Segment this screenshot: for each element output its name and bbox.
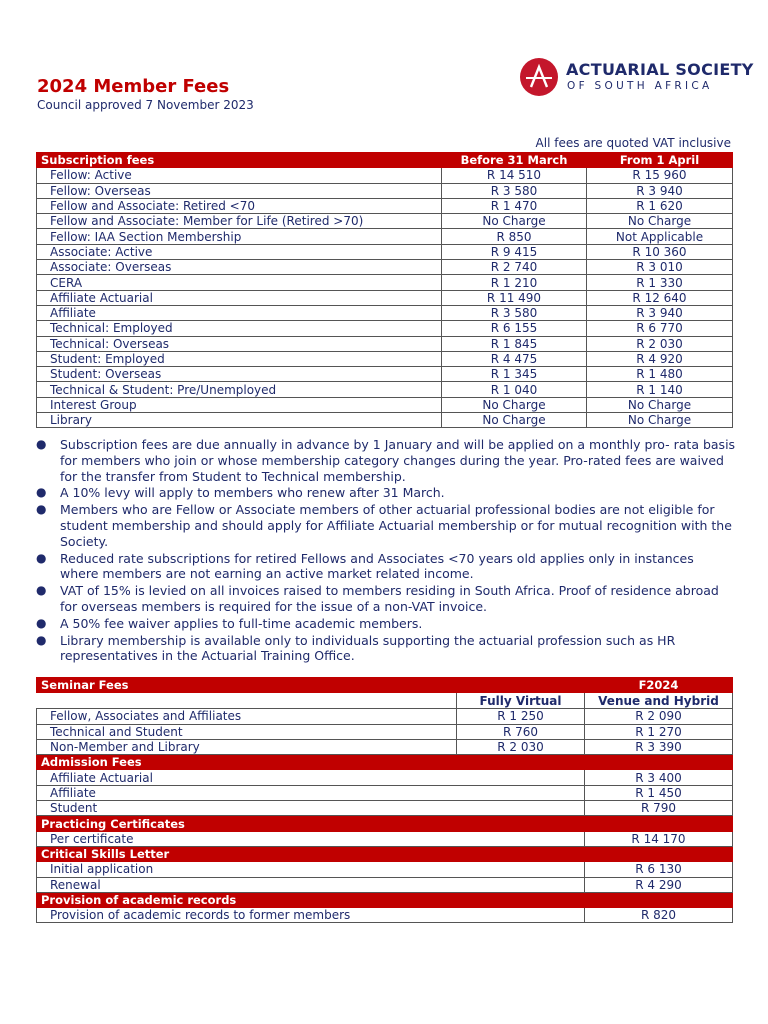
fee-amount: R 4 290 <box>585 877 733 892</box>
table-row <box>37 908 733 923</box>
fee-item: Affiliate Actuarial <box>37 770 585 785</box>
table-row <box>37 198 733 213</box>
page-title: 2024 Member Fees <box>37 76 230 97</box>
note-item <box>36 502 736 549</box>
fee-item: Provision of academic records to former members <box>37 908 585 923</box>
table-row <box>37 214 733 229</box>
fee-before-31-march: R 4 475 <box>442 351 587 366</box>
table-row <box>37 244 733 259</box>
fee-before-31-march: R 3 580 <box>442 305 587 320</box>
bullet-dot-icon: ● <box>36 485 47 500</box>
subscription-header-row <box>37 153 733 168</box>
subscription-header-before: Before 31 March <box>442 153 587 168</box>
table-row <box>37 305 733 320</box>
fee-before-31-march: R 1 040 <box>442 382 587 397</box>
table-row <box>37 862 733 877</box>
section-title: Admission Fees <box>37 755 733 770</box>
fee-before-31-march: R 1 470 <box>442 198 587 213</box>
fee-item: Student <box>37 801 585 816</box>
fee-before-31-march: R 1 210 <box>442 275 587 290</box>
fee-category: CERA <box>37 275 442 290</box>
subscription-fees-table <box>36 152 733 428</box>
fee-from-1-april: R 2 030 <box>587 336 733 351</box>
table-row <box>37 382 733 397</box>
fee-from-1-april: R 12 640 <box>587 290 733 305</box>
note-item <box>36 485 736 501</box>
fee-from-1-april: R 15 960 <box>587 168 733 183</box>
fee-notes-list <box>36 437 736 665</box>
bullet-dot-icon: ● <box>36 632 47 647</box>
note-text: Members who are Fellow or Associate members of other actuarial professional bodies are not eligible for student membership and should apply for Affiliate Actuarial membership or for mutual recognition with the Society. <box>60 502 732 549</box>
fee-before-31-march: No Charge <box>442 413 587 428</box>
fee-from-1-april: R 3 940 <box>587 305 733 320</box>
table-row <box>37 785 733 800</box>
bullet-dot-icon: ● <box>36 615 47 630</box>
fee-from-1-april: R 4 920 <box>587 351 733 366</box>
fee-amount: R 6 130 <box>585 862 733 877</box>
note-text: Library membership is available only to individuals supporting the actuarial profession such as HR representatives in the Actuarial Training Office. <box>60 632 676 664</box>
logo-line1: ACTUARIAL SOCIETY <box>566 60 754 79</box>
fee-category: Affiliate <box>37 305 442 320</box>
seminar-title: Seminar Fees <box>37 678 585 693</box>
seminar-and-other-fees-table <box>36 677 733 923</box>
table-row <box>37 351 733 366</box>
bullet-dot-icon: ● <box>36 437 47 451</box>
logo-line2: OF SOUTH AFRICA <box>567 80 713 92</box>
fee-amount: R 820 <box>585 908 733 923</box>
fee-category: Fellow: IAA Section Membership <box>37 229 442 244</box>
seminar-fee-virtual: R 2 030 <box>457 739 585 754</box>
fee-before-31-march: R 2 740 <box>442 260 587 275</box>
fee-category: Associate: Overseas <box>37 260 442 275</box>
note-text: VAT of 15% is levied on all invoices raised to members residing in South Africa. Proof of residence abroad for overseas members is required for the issue of a non-VAT invoice. <box>60 583 719 614</box>
section-header-row <box>37 892 733 907</box>
table-row <box>37 168 733 183</box>
seminar-fee-venue: R 2 090 <box>585 709 733 724</box>
seminar-table-body <box>37 678 733 923</box>
seminar-fee-venue: R 3 390 <box>585 739 733 754</box>
society-logo <box>520 58 754 102</box>
table-row <box>37 336 733 351</box>
fee-category: Student: Employed <box>37 351 442 366</box>
note-item <box>36 633 736 665</box>
table-row <box>37 709 733 724</box>
section-header-row <box>37 846 733 861</box>
fee-category: Fellow and Associate: Retired <70 <box>37 198 442 213</box>
fee-from-1-april: No Charge <box>587 413 733 428</box>
note-text: A 10% levy will apply to members who renew after 31 March. <box>60 485 445 501</box>
fee-amount: R 790 <box>585 801 733 816</box>
fee-from-1-april: R 1 330 <box>587 275 733 290</box>
subscription-rows <box>37 168 733 428</box>
note-item <box>36 583 736 615</box>
note-text: Subscription fees are due annually in advance by 1 January and will be applied on a monthly pro- rata basis for members who join or whose membership category changes during the year. Pro-rated fees are waived for the transfer from Student to Technical membership. <box>60 437 736 484</box>
table-row <box>37 877 733 892</box>
seminar-fee-virtual: R 760 <box>457 724 585 739</box>
fee-from-1-april: R 3 940 <box>587 183 733 198</box>
table-row <box>37 321 733 336</box>
fee-before-31-march: R 850 <box>442 229 587 244</box>
table-row <box>37 367 733 382</box>
fee-before-31-march: R 1 845 <box>442 336 587 351</box>
table-row <box>37 831 733 846</box>
seminar-subheader-row <box>37 693 733 709</box>
table-row <box>37 275 733 290</box>
bullet-dot-icon: ● <box>36 583 47 598</box>
fee-from-1-april: R 1 620 <box>587 198 733 213</box>
fee-before-31-march: R 1 345 <box>442 367 587 382</box>
fee-item: Initial application <box>37 862 585 877</box>
fee-category: Fellow: Overseas <box>37 183 442 198</box>
note-item <box>36 551 736 583</box>
section-title: Critical Skills Letter <box>37 846 733 861</box>
fee-category: Library <box>37 413 442 428</box>
seminar-category: Fellow, Associates and Affiliates <box>37 709 457 724</box>
bullet-dot-icon: ● <box>36 550 47 565</box>
fee-item: Renewal <box>37 877 585 892</box>
fee-before-31-march: R 11 490 <box>442 290 587 305</box>
fee-from-1-april: No Charge <box>587 397 733 412</box>
subscription-header-from: From 1 April <box>587 153 733 168</box>
section-header-row <box>37 816 733 831</box>
subscription-header-category: Subscription fees <box>37 153 442 168</box>
fee-category: Student: Overseas <box>37 367 442 382</box>
section-header-row <box>37 755 733 770</box>
seminar-category: Technical and Student <box>37 724 457 739</box>
table-row <box>37 397 733 412</box>
fee-before-31-march: R 6 155 <box>442 321 587 336</box>
fee-amount: R 1 450 <box>585 785 733 800</box>
table-row <box>37 801 733 816</box>
fee-category: Technical & Student: Pre/Unemployed <box>37 382 442 397</box>
page-subtitle: Council approved 7 November 2023 <box>37 98 254 112</box>
fee-category: Interest Group <box>37 397 442 412</box>
fee-from-1-april: R 1 480 <box>587 367 733 382</box>
table-row <box>37 183 733 198</box>
seminar-period: F2024 <box>585 678 733 693</box>
fee-category: Technical: Overseas <box>37 336 442 351</box>
note-text: A 50% fee waiver applies to full-time academic members. <box>60 615 423 631</box>
table-row <box>37 290 733 305</box>
bullet-dot-icon: ● <box>36 502 47 517</box>
fee-before-31-march: R 14 510 <box>442 168 587 183</box>
fee-category: Associate: Active <box>37 244 442 259</box>
fee-category: Fellow and Associate: Member for Life (Retired >70) <box>37 214 442 229</box>
fee-before-31-march: R 9 415 <box>442 244 587 259</box>
fee-before-31-march: R 3 580 <box>442 183 587 198</box>
fee-item: Per certificate <box>37 831 585 846</box>
fee-from-1-april: R 1 140 <box>587 382 733 397</box>
fee-before-31-march: No Charge <box>442 214 587 229</box>
section-title: Provision of academic records <box>37 892 733 907</box>
fee-from-1-april: R 3 010 <box>587 260 733 275</box>
seminar-fee-venue: R 1 270 <box>585 724 733 739</box>
note-item <box>36 437 736 484</box>
seminar-col-venue: Venue and Hybrid <box>585 693 733 709</box>
fee-from-1-april: No Charge <box>587 214 733 229</box>
note-text: Reduced rate subscriptions for retired Fellows and Associates <70 years old applies only in instances where members are not earning an active market related income. <box>60 550 694 582</box>
table-row <box>37 770 733 785</box>
seminar-subheader-blank <box>37 693 457 709</box>
fee-from-1-april: Not Applicable <box>587 229 733 244</box>
fee-item: Affiliate <box>37 785 585 800</box>
logo-a-icon <box>520 58 558 96</box>
table-row <box>37 229 733 244</box>
seminar-category: Non-Member and Library <box>37 739 457 754</box>
fee-from-1-april: R 6 770 <box>587 321 733 336</box>
seminar-fee-virtual: R 1 250 <box>457 709 585 724</box>
fee-category: Affiliate Actuarial <box>37 290 442 305</box>
fee-amount: R 14 170 <box>585 831 733 846</box>
table-row <box>37 724 733 739</box>
seminar-col-virtual: Fully Virtual <box>457 693 585 709</box>
fee-category: Fellow: Active <box>37 168 442 183</box>
fee-category: Technical: Employed <box>37 321 442 336</box>
section-title: Practicing Certificates <box>37 816 733 831</box>
note-item <box>36 616 736 632</box>
fee-from-1-april: R 10 360 <box>587 244 733 259</box>
table-row <box>37 260 733 275</box>
vat-note: All fees are quoted VAT inclusive <box>535 136 731 150</box>
fee-before-31-march: No Charge <box>442 397 587 412</box>
fee-amount: R 3 400 <box>585 770 733 785</box>
table-row <box>37 413 733 428</box>
table-row <box>37 739 733 754</box>
seminar-header-row <box>37 678 733 693</box>
